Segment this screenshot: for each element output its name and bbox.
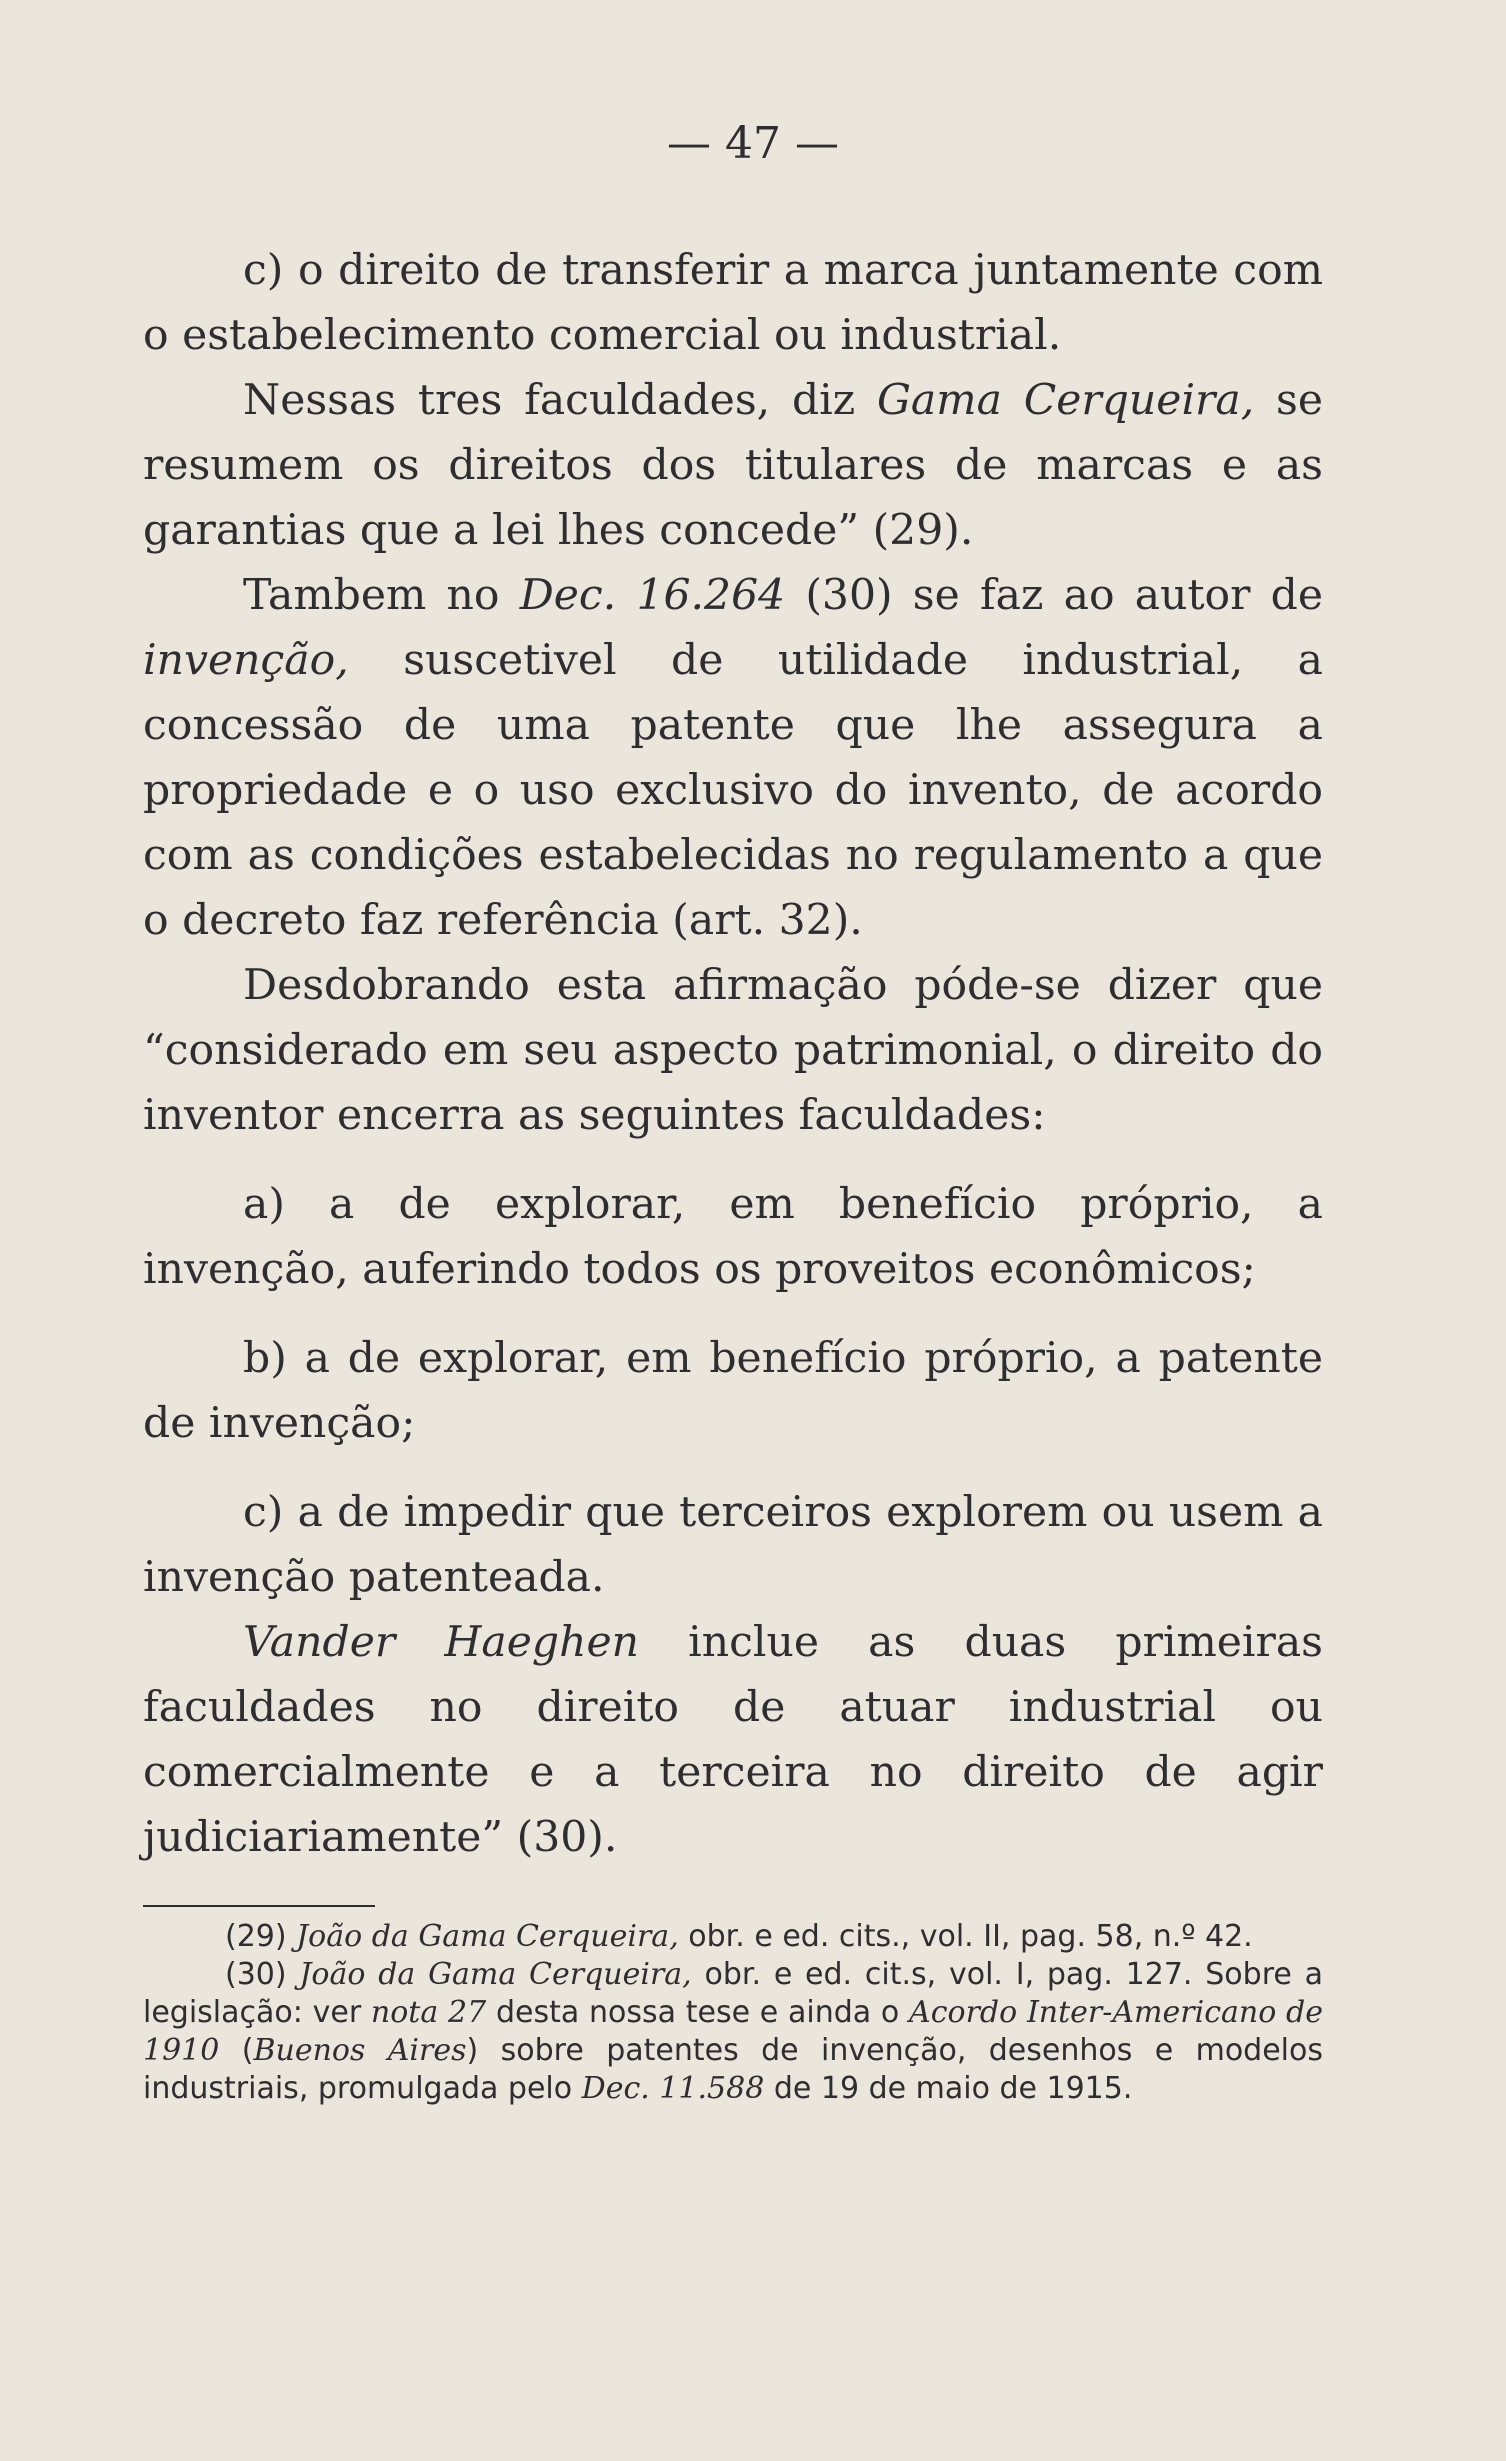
footnote-30-decree: Dec. 11.588 bbox=[581, 2071, 765, 2106]
paragraph-desdobrando: Desdobrando esta afirmação póde-se dizer que “considerado em seu aspecto patrimonial, o direito do inventor encerra as seguintes faculdades: bbox=[143, 961, 1323, 1140]
page-number: — 47 — bbox=[667, 118, 839, 169]
paragraph-item-c-transfer: c) o direito de transferir a marca juntamente com o estabelecimento comercial ou industrial. bbox=[143, 246, 1323, 360]
main-text bbox=[143, 238, 1323, 1870]
footnote-divider bbox=[143, 1905, 375, 1907]
footnote-30-author: João da Gama Cerqueira, bbox=[299, 1957, 692, 1992]
footnote-30-acordo: Acordo Inter-Americano de 1910 bbox=[143, 1995, 1323, 2068]
paragraph-vander-haeghen: Vander Haeghen inclue as duas primeiras faculdades no direito de atuar industrial ou comercialmente e a terceira no direito de agir judiciariamente” (30). bbox=[143, 1618, 1323, 1862]
paragraph-decree: Tambem no Dec. 16.264 (30) se faz ao autor de invenção, suscetivel de utilidade industrial, a concessão de uma patente que lhe assegura a propriedade e o uso exclusivo do invento, de acordo com as condições estabelecidas no regulamento a que o decreto faz referência (art. 32). bbox=[143, 571, 1323, 945]
footnotes bbox=[143, 1918, 1323, 2108]
list-item-a: a) a de explorar, em benefício próprio, a invenção, auferindo todos os proveitos econômicos; bbox=[143, 1180, 1323, 1294]
decree-reference: Dec. 16.264 bbox=[519, 571, 786, 620]
author-vander-haeghen: Vander Haeghen bbox=[243, 1618, 639, 1667]
paragraph-three-faculties: Nessas tres faculdades, diz Gama Cerqueira, se resumem os direitos dos titulares de marcas e as garantias que a lei lhes concede” (29). bbox=[143, 376, 1323, 555]
footnote-30: (30) João da Gama Cerqueira, obr. e ed. cit.s, vol. I, pag. 127. Sobre a legislação: ver nota 27 desta nossa tese e ainda o Acordo Inter-Americano de 1910 (Buenos Aires) sobre patentes de invenção, desenhos e modelos industriais, promulgada pelo Dec. 11.588 de 19 de maio de 1915. bbox=[143, 1957, 1324, 2106]
footnote-30-nota: nota 27 bbox=[370, 1995, 487, 2030]
list-item-c: c) a de impedir que terceiros explorem ou usem a invenção patenteada. bbox=[143, 1488, 1323, 1602]
author-gama-cerqueira: Gama Cerqueira, bbox=[876, 376, 1255, 425]
footnote-29: (29) João da Gama Cerqueira, obr. e ed. cits., vol. II, pag. 58, n.º 42. bbox=[225, 1919, 1253, 1954]
footnote-30-city: Buenos Aires bbox=[253, 2033, 467, 2068]
list-item-b: b) a de explorar, em benefício próprio, a patente de invenção; bbox=[143, 1334, 1323, 1448]
term-invencao: invenção, bbox=[143, 636, 349, 685]
footnote-29-author: João da Gama Cerqueira, bbox=[296, 1919, 679, 1954]
